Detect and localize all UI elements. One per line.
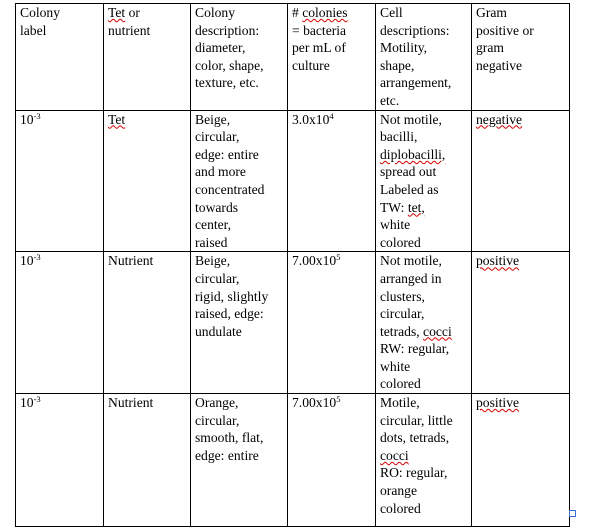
spell-check-word: Tet xyxy=(108,111,126,127)
cell-description-cell[interactable]: Motile, circular, little dots, tetrads, cocci RO: regular, orange colored xyxy=(376,394,472,527)
spell-check-word: diplobacilli, xyxy=(380,146,446,162)
table-row xyxy=(16,110,570,252)
header-gram[interactable]: Gram positive or gram negative xyxy=(472,4,570,111)
colony-count-cell[interactable]: $7.00x10^5$ xyxy=(288,394,376,527)
spell-check-word: tet, xyxy=(407,199,425,215)
medium-cell[interactable] xyxy=(104,110,191,252)
spell-check-word: positive xyxy=(476,395,520,411)
description-cell[interactable]: Beige, circular, edge: entire and more concentrated towards center, raised xyxy=(191,110,288,252)
header-colony-label[interactable]: Colony label xyxy=(16,4,104,111)
spell-check-word: negative xyxy=(476,111,523,127)
colony-count-cell[interactable]: $3.0x10^4$ xyxy=(288,110,376,252)
cell-description-cell[interactable]: Not motile, bacilli, diplobacilli, spread out Labeled as TW: tet, white colored xyxy=(376,110,472,252)
colony-label-cell[interactable]: $10^{-3}$ xyxy=(16,394,104,527)
description-cell[interactable]: Beige, circular, rigid, slightly raised, edge: undulate xyxy=(191,252,288,394)
header-tet-or-nutrient[interactable]: Tet or nutrient xyxy=(104,4,191,111)
gram-cell[interactable] xyxy=(472,252,570,394)
header-cell-descriptions[interactable]: Cell descriptions: Motility, shape, arrangement, etc. xyxy=(376,4,472,111)
spell-check-word: cocci xyxy=(423,323,452,339)
header-colony-description[interactable]: Colony description: diameter, color, shape, texture, etc. xyxy=(191,4,288,111)
table-row xyxy=(16,394,570,527)
spell-check-word: cocci xyxy=(380,447,409,463)
table-row xyxy=(16,252,570,394)
spell-check-word: Tet xyxy=(108,5,126,20)
spell-check-word: positive xyxy=(476,253,520,269)
medium-cell[interactable]: Nutrient xyxy=(104,394,191,527)
colony-label-cell[interactable]: $10^{-3}$ xyxy=(16,110,104,252)
colony-label-cell[interactable]: $10^{-3}$ xyxy=(16,252,104,394)
header-row xyxy=(16,4,570,111)
spell-check-word: colonies xyxy=(302,5,348,20)
colony-count-cell[interactable]: $7.00x10^5$ xyxy=(288,252,376,394)
description-cell[interactable]: Orange, circular, smooth, flat, edge: entire xyxy=(191,394,288,527)
header-colonies-count[interactable]: # colonies = bacteria per mL of culture xyxy=(288,4,376,111)
gram-cell[interactable] xyxy=(472,394,570,527)
colony-table xyxy=(15,3,570,527)
medium-cell[interactable]: Nutrient xyxy=(104,252,191,394)
table-resize-handle[interactable] xyxy=(569,510,576,517)
cell-description-cell[interactable]: Not motile, arranged in clusters, circular, tetrads, cocci RW: regular, white colored xyxy=(376,252,472,394)
gram-cell[interactable] xyxy=(472,110,570,252)
